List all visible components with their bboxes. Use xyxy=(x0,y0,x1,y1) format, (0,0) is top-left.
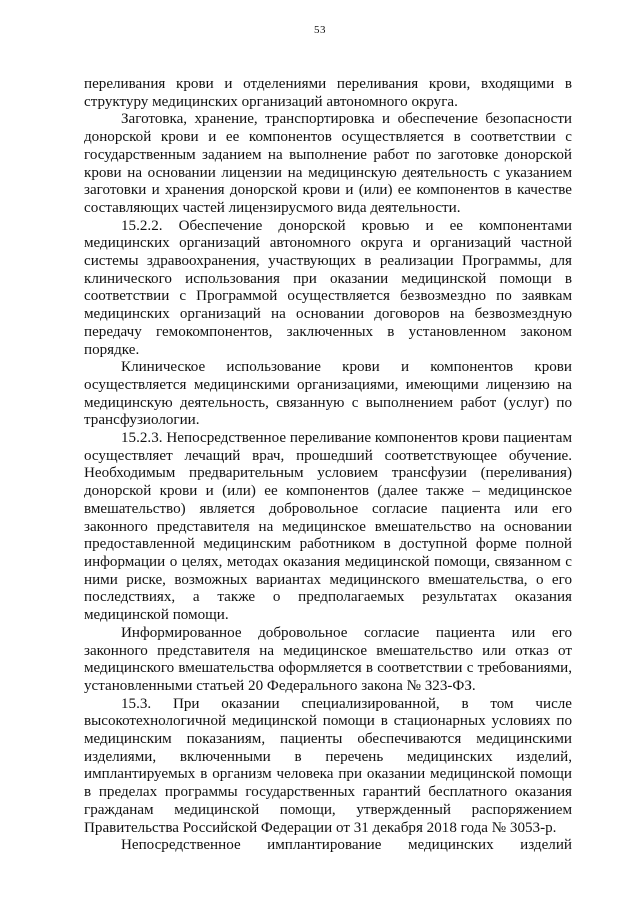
document-body xyxy=(84,76,572,855)
paragraph-section-15-2-3: 15.2.3. Непосредственное переливание компонентов крови пациентам осуществляет лечащий врач, прошедший соответствующее обучение. Необходимым предварительным условием трансфузии (переливания) донорской крови и (или) ее компонентов (далее также – медицинское вмешательство) является добровольное согласие пациента или его законного представителя на медицинское вмешательство на основании предоставленной медицинским работником в доступной форме полной информации о целях, методах оказания медицинской помощи, связанном с ними риске, возможных вариантах медицинского вмешательства, о его последствиях, а также о предполагаемых результатах оказания медицинской помощи. xyxy=(84,430,572,624)
paragraph-continuation: переливания крови и отделениями переливания крови, входящими в структуру медицинских организаций автономного округа. xyxy=(84,76,572,110)
paragraph-section-15-2-2: 15.2.2. Обеспечение донорской кровью и ее компонентами медицинских организаций автономного округа и организаций частной системы здравоохранения, участвующих в реализации Программы, для клинического использования при оказании медицинской помощи в соответствии с Программой осуществляется безвозмездно по заявкам медицинских организаций на основании договоров на безвозмездную передачу гемокомпонентов, заключенных в установленном законом порядке. xyxy=(84,217,572,358)
paragraph-section-15-3: 15.3. При оказании специализированной, в том числе высокотехнологичной медицинской помощи в стационарных условиях по медицинским показаниям, пациенты обеспечиваются медицинскими изделиями, включенными в перечень медицинских изделий, имплантируемых в организм человека при оказании медицинской помощи в пределах программы государственных гарантий бесплатного оказания гражданам медицинской помощи, утвержденный распоряжением Правительства Российской Федерации от 31 декабря 2018 года № 3053-р. xyxy=(84,695,572,836)
paragraph-implantation: Непосредственное имплантирование медицинских изделий xyxy=(121,837,572,854)
paragraph-blood-storage: Заготовка, хранение, транспортировка и обеспечение безопасности донорской крови и ее компонентов осуществляется в соответствии с государственным заданием на выполнение работ по заготовке донорской крови на основании лицензии на медицинскую деятельность с указанием заготовки и хранения донорской крови и (или) ее компонентов в качестве составляющих частей лицензирусмого вида деятельности. xyxy=(84,111,572,216)
page-number: 53 xyxy=(314,24,326,36)
paragraph-informed-consent: Информированное добровольное согласие пациента или его законного представителя на медицинское вмешательство или отказ от медицинского вмешательства оформляется в соответствии с требованиями, установленными статьей 20 Федерального закона № 323-ФЗ. xyxy=(84,624,572,694)
paragraph-clinical-use: Клиническое использование крови и компонентов крови осуществляется медицинскими организациями, имеющими лицензию на медицинскую деятельность, связанную с выполнением работ (услуг) по трансфузиологии. xyxy=(84,359,572,429)
